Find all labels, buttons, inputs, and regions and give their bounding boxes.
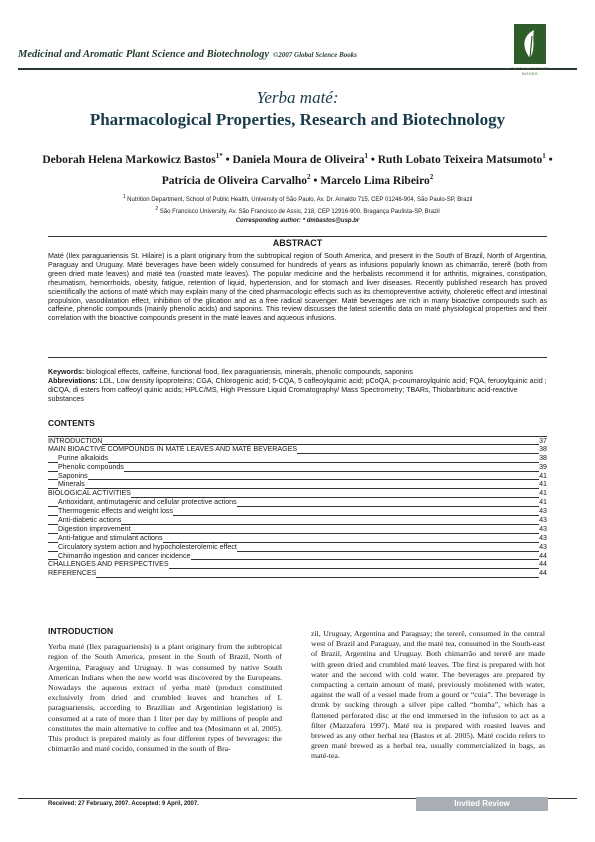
toc-entry-page: 38 [539,444,547,453]
toc-entry[interactable] [48,507,547,516]
toc-entry-label: Thermogenic effects and weight loss [58,507,174,516]
global-science-books-logo-icon [512,22,548,66]
toc-entry-label: CHALLENGES AND PERSPECTIVES [48,560,169,569]
corresponding-author: Corresponding author: * dmbastos@usp.br [235,218,360,224]
table-of-contents [48,436,547,578]
article-title [18,88,577,130]
journal-header [18,46,577,66]
author-3: Ruth Lobato Teixeira Matsumoto [377,153,543,166]
toc-entry-page: 43 [539,542,547,551]
toc-entry-page: 44 [539,551,547,560]
toc-entry[interactable] [48,454,547,463]
toc-entry-label: Circulatory system action and hypocholesterolemic effect [58,542,237,551]
toc-entry-label: BIOLOGICAL ACTIVITIES [48,489,131,498]
toc-entry-label: Phenolic compounds [58,462,124,471]
toc-entry-page: 43 [539,524,547,533]
toc-entry[interactable] [48,480,547,489]
contents-heading: CONTENTS [48,418,95,428]
intro-column-right [311,629,545,762]
toc-entry[interactable] [48,525,547,534]
toc-entry-label: Minerals [58,480,85,489]
toc-entry-page: 43 [539,516,547,525]
toc-entry-label: Digestion improvement [58,524,131,533]
toc-entry-label: Purine alkaloids [58,453,109,462]
intro-paragraph-right: zil, Uruguay, Argentina and Paraguay; the tererê, consumed in the central west of Brazil and Paraguay, and the maté tea, consumed in the South-east of Brazil, Argentina and Uruguay. Both chimarrão and tererê are made with green dried and crumbled maté leaves. The first is prepared with hot water and the second with cold water. The beverages are prepared by compacting a certain amount of maté, previously moistened with water, against the wall of a vessel made from a gourd or “cuia”. The beverage is drunk by sucking through a silver pipe called “bomba”, which has a flattened perforated disc at the end immersed in the infusion to act as a filter (Mazzafera 1997). Maté tea is prepared with roasted leaves and brewed as any other herbal tea (Bastos et al. 2005). Maté cocido refers to green maté brewed as a herbal tea, usually commercialized in bags, as maté-tea. [311,629,545,761]
affiliation-1: $^1$ Nutrition Department, School of Public Health, University of São Paulo, Av. Dr. Arnaldo 715, CEP 01246-904, São Paulo-SP, Brazil [122,194,473,203]
introduction-heading: INTRODUCTION [48,626,114,636]
abstract-text: Maté (Ilex paraguariensis St. Hilaire) is a plant originary from the subtropical region of South America, and present in the South of Brazil, North of Argentina, Paraguay and Uruguay. Maté beverages have been widely consumed for hundreds of years as infusions popularly known as chimarrão, tererê (both from green dried mate leaves) and maté tea (roasted mate leaves). The popular medicine and the herbalists recommend it for arthritis, migraines, constipation, rheumatism, hemorrhoids, obesity, fatigue, retention of liquid, hypertension, and for stomach and liver diseases. Recently published research has proved scientifically the actions of maté which may explain many of the cited pharmacologic effects such as its chemopreventive activity, choleretic effect and intestinal propulsion, vasodilatation effect, inhibition of the glication and as a free radical scavenger. Maté beverages are rich in many bioactive compounds such as caffeine, phenolic compounds (mainly phenolic acids) and saponins. This review discusses the latest scientific data on maté physiological properties and their correlation with the bioactive compounds present in the maté leaves and aqueous infusions. [48,252,547,323]
toc-entry-page: 41 [539,489,547,498]
toc-entry[interactable] [48,472,547,481]
toc-entry-page: 44 [539,560,547,569]
toc-entry-page: 38 [539,453,547,462]
abstract-bottom-rule [48,357,547,358]
toc-entry-page: 41 [539,480,547,489]
logo-text: BOOKS [522,71,538,76]
affiliation-2: $^2$ São Francisco University, Av. São Francisco de Assis, 218, CEP 12916-900, Bragança Paulista-SP, Brazil [155,206,440,215]
toc-entry[interactable] [48,560,547,569]
toc-entry[interactable] [48,463,547,472]
abstract-heading: ABSTRACT [272,238,323,248]
toc-entry[interactable] [48,498,547,507]
title-line-2: Pharmacological Properties, Research and Biotechnology [89,110,506,129]
intro-column-left [48,626,282,754]
author-list: Deborah Helena Markowicz Bastos$^{1*}$ • Daniela Moura de Oliveira$^1$ • Ruth Lobato Teixeira Matsumoto$^1$ • Patrícia de Oliveira Carvalho$^2$ • Marcelo Lima Ribeiro$^2$ [42,152,553,187]
journal-copyright: ©2007 Global Science Books [273,51,358,59]
abbreviations-line: Abbreviations: LDL, Low density lipoproteins; CGA, Chlorogenic acid; 5-CQA, 5 caffeoylquinic acid; pCoQA, p-coumaroylquinic acid; FQA, feruoylquinic acid ; diCQA, di esters from caffeoyl quinic acids; HPLC/MS, High Pressure Liquid Cromatography/ Mass Spectrometry; TBARs, Thiobarbituric acid-reactive substances [48,376,547,403]
title-line-1: Yerba maté: [256,88,339,107]
toc-entry[interactable] [48,543,547,552]
journal-title: Medicinal and Aromatic Plant Science and Biotechnology ©2007 Global Science Books [18,49,358,60]
toc-entry[interactable] [48,552,547,561]
toc-entry[interactable] [48,489,547,498]
toc-entry-label: Antioxidant, antimutagenic and cellular protective actions [58,498,237,507]
author-2: Daniela Moura de Oliveira [232,153,365,166]
toc-entry-label: Anti-diabetic actions [58,516,122,525]
toc-entry[interactable] [48,569,547,578]
author-5: Marcelo Lima Ribeiro [320,174,430,187]
author-4: Patrícia de Oliveira Carvalho [161,174,308,187]
received-dates: Received: 27 February, 2007. Accepted: 9 April, 2007. [48,801,199,807]
keywords-line: Keywords: biological effects, caffeine, functional food, Ilex paraguariensis, minerals, phenolic compounds, saponins [48,368,413,376]
header-divider [18,68,577,70]
toc-entry-page: 43 [539,533,547,542]
toc-entry-page: 43 [539,507,547,516]
toc-entry-label: Chimarrão ingestion and cancer incidence [58,551,191,560]
toc-entry-page: 39 [539,462,547,471]
toc-entry-label: INTRODUCTION [48,437,103,445]
toc-entry-page: 41 [539,498,547,507]
keywords-block [48,368,547,404]
abstract-top-rule [48,236,547,237]
intro-paragraph-left: Yerba maté (Ilex paraguariensis) is a plant originary from the subtropical region of the South America, present in the South of Brazil, North of Argentina, Paraguay and Uruguay. It was consumed by native South American Indians when the new world was discovered by the Europeans. Nowadays the aqueous extract of yerba maté (product constituted exclusively from dried and crumbled leaves and branches of I. paraguariensis, according to Brazilian and Argentinian legislation) is consumed at a rate of more than 1 liter per day by millions of people and constitutes the main alternative to coffee and tea (Mosimann et al. 2005). This product is prepared mainly as four different types of beverages: the chimarrão and maté cocido, consumed in the south of Bra- [48,642,282,754]
toc-entry[interactable] [48,436,547,445]
toc-entry-page: 37 [539,437,547,445]
author-1: Deborah Helena Markowicz Bastos [42,153,216,166]
toc-entry[interactable] [48,534,547,543]
invited-review-badge: Invited Review [416,797,548,811]
toc-entry-label: REFERENCES [48,569,97,578]
toc-entry-label: MAIN BIOACTIVE COMPOUNDS IN MATÉ LEAVES AND MATÉ BEVERAGES [48,444,298,453]
toc-entry[interactable] [48,445,547,454]
toc-entry[interactable] [48,516,547,525]
toc-entry-label: Saponins [58,471,88,480]
affiliations [40,193,555,226]
toc-entry-page: 41 [539,471,547,480]
toc-entry-page: 44 [539,569,547,578]
toc-entry-label: Anti-fatigue and stimulant actions [58,533,163,542]
